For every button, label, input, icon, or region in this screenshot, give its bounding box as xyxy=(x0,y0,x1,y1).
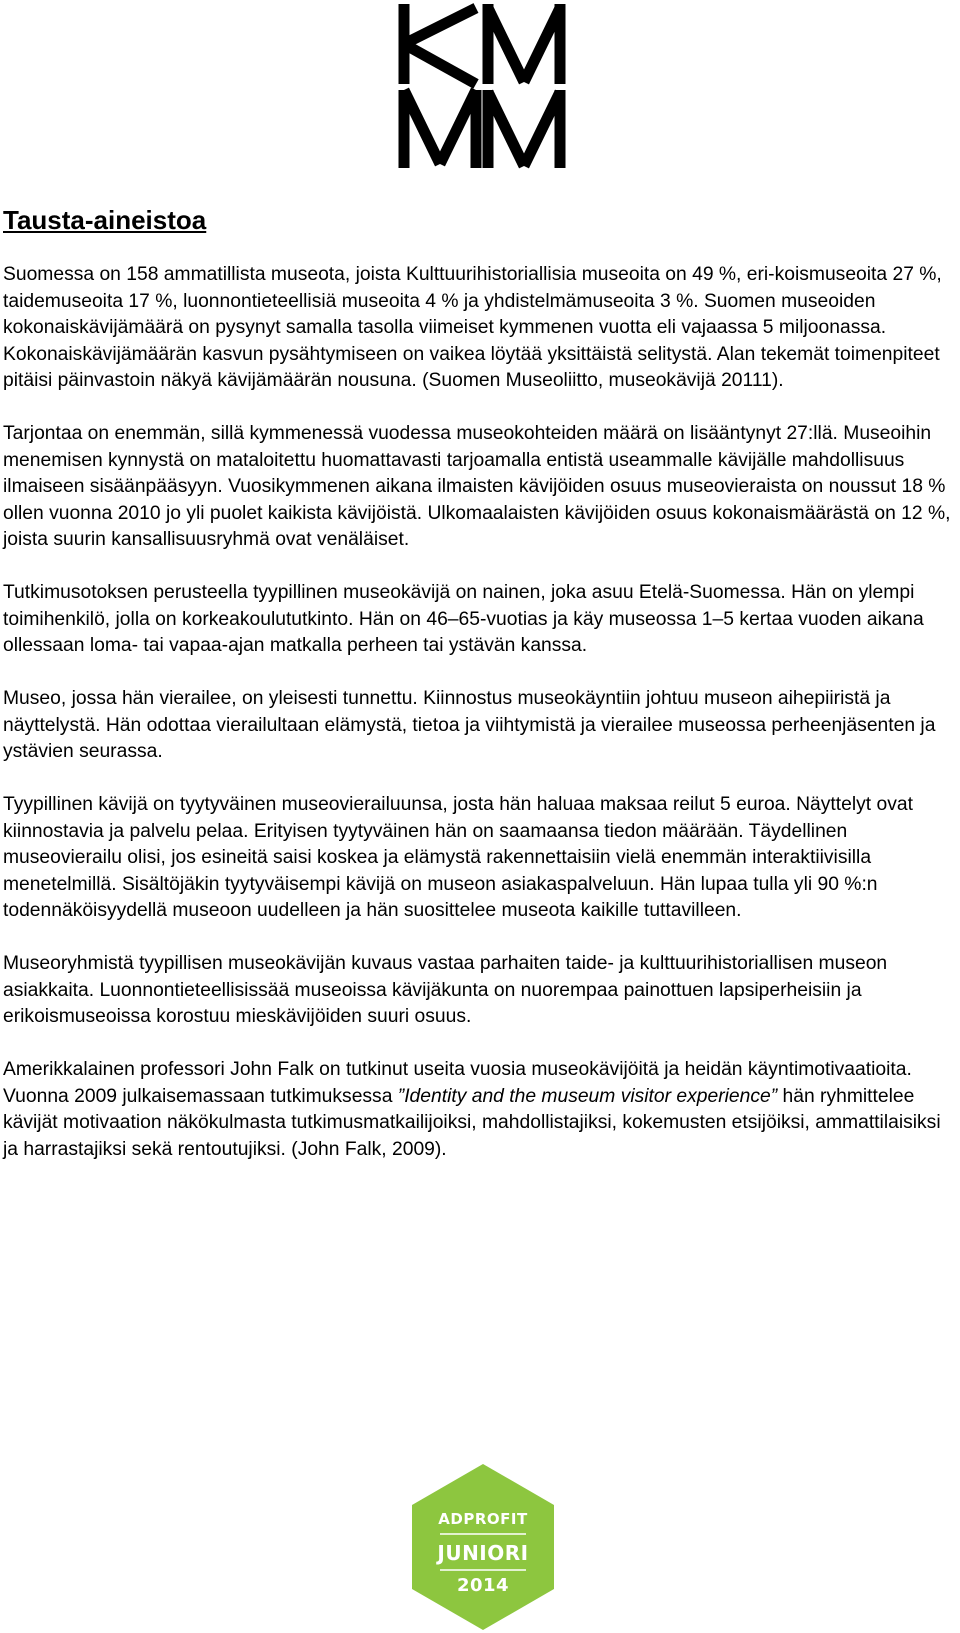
page-title: Tausta-aineistoa xyxy=(3,205,207,235)
kmm-geometric-logo-icon xyxy=(396,2,568,172)
paragraph: Suomessa on 158 ammatillista museota, joista Kulttuurihistoriallisia museoita on 49 %, eri-koismuseoita 27 %, taidemuseoita 17 %, luonnontieteellisiä museoita 4 % ja yhdistelmämuseoita 3 %. Suomen museoiden kokonaiskävijämäärä on pysynyt samalla tasolla viimeiset kymmenen vuotta eli vajaassa 5 miljoonassa. Kokonaiskävijämäärän kasvun pysähtymiseen on vaikea löytää yksittäistä selitystä. Alan tekemät toimenpiteet pitäisi päinvastoin näkyä kävijämäärän nousuna. (Suomen Museoliitto, museokävijä 20111). xyxy=(3,264,942,391)
badge-line-year: 2014 xyxy=(456,1575,510,1596)
paragraph: Tarjontaa on enemmän, sillä kymmenessä vuodessa museokohteiden määrä on lisääntynyt 27:llä. Museoihin menemisen kynnystä on mataloitettu huomattavasti tarjoamalla entistä useammalle kävijälle mahdollisuus ilmaiseen sisäänpääsyyn. Vuosikymmenen aikana ilmaisten kävijöiden osuus museovieraista on noussut 18 % ollen vuonna 2010 jo yli puolet kaikista kävijöistä. Ulkomaalaisten kävijöiden osuus kokonaismäärästä on 12 %, joista suurin kansallisuusryhmä ovat venäläiset. xyxy=(3,423,951,550)
body-text xyxy=(3,262,958,1190)
paragraph xyxy=(3,1057,958,1163)
book-title: ”Identity and the museum visitor experience” xyxy=(397,1085,778,1107)
badge-line-juniori: JUNIORI xyxy=(437,1541,529,1565)
paragraph: Tutkimusotoksen perusteella tyypillinen museokävijä on nainen, joka asuu Etelä-Suomessa. Hän on ylempi toimihenkilö, jolla on korkeakoulututkinto. Hän on 46–65-vuotias ja käy museossa 1–5 kertaa vuoden aikana ollessaan loma- tai vapaa-ajan matkalla perheen tai ystävän kanssa. xyxy=(3,582,924,656)
paragraph: Museo, jossa hän vierailee, on yleisesti tunnettu. Kiinnostus museokäyntiin johtuu museon aihepiiristä ja näyttelystä. Hän odottaa vierailultaan elämystä, tietoa ja viihtymistä ja vierailee museossa perheenjäsenten ja ystävien seurassa. xyxy=(3,688,936,762)
paragraph-text-after: hän ryhmittelee kävijät motivaation näkökulmasta tutkimusmatkailijoiksi, mahdollistajiksi, kokemusten etsijöiksi, ammattilaisiksi ja harrastajiksi sekä rentoutujiksi. (John Falk, 2009). xyxy=(3,1085,941,1160)
hexagon-badge-icon xyxy=(398,1462,568,1632)
paragraph: Tyypillinen kävijä on tyytyväinen museovierailuunsa, josta hän haluaa maksaa reilut 5 euroa. Näyttelyt ovat kiinnostavia ja palvelu pelaa. Erityisen tyytyväinen hän on saamaansa tiedon määrään. Täydellinen museovierailu olisi, jos esineitä saisi koskea ja elämystä rakennettaisiin vielä enemmän interaktiivisilla menetelmillä. Sisältöjäkin tyytyväisempi kävijä on museon asiakaspalveluun. Hän lupaa tulla yli 90 %:n todennäköisyydellä museoon uudelleen ja hän suosittelee museota kaikille tuttavilleen. xyxy=(3,794,913,921)
paragraph: Museoryhmistä tyypillisen museokävijän kuvaus vastaa parhaiten taide- ja kulttuurihistoriallisen museon asiakkaita. Luonnontieteellisissää museoissa kävijäkunta on nuorempaa painottuen lapsiperheisiin ja erikoismuseoissa korostuu mieskävijöiden suuri osuus. xyxy=(3,953,888,1027)
paragraph-text-before: Amerikkalainen professori John Falk on tutkinut useita vuosia museokävijöitä ja heidän käyntimotivaatioita. Vuonna 2009 julkaisemassaan tutkimuksessa xyxy=(3,1059,912,1107)
badge-line-adprofit: ADPROFIT xyxy=(438,1510,528,1528)
